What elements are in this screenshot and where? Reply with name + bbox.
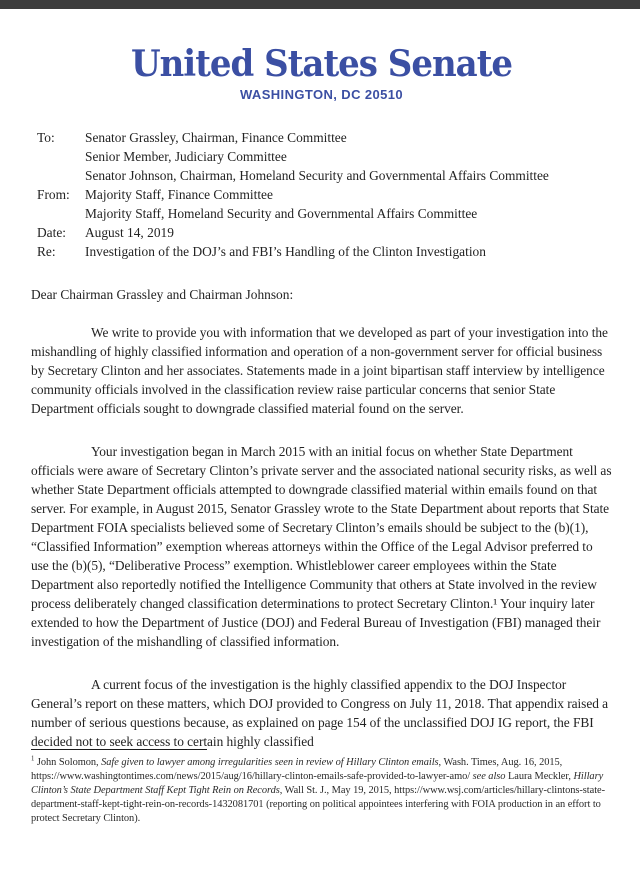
paragraph-3: A current focus of the investigation is the highly classified appendix to the DOJ Inspector General’s report on these matters, which DOJ provided to Congress on July 11, 2018. That appendix raised a number of serious questions because, as explained on page 154 of the unclassified DOJ IG report, the FBI decided not to seek access to certain highly classified	[31, 676, 609, 749]
footnote-marker: 1	[31, 755, 35, 763]
letterhead-address: WASHINGTON, DC 20510	[239, 86, 404, 102]
footnote-segment: John Solomon,	[34, 757, 102, 768]
letter-body	[0, 9, 640, 751]
memo-value-to	[85, 128, 612, 185]
memo-field-from	[37, 185, 612, 223]
footnote-segment: , Wall St. J., May 19, 2015, https://www.wsj.com/articles/hillary-clintons-state-department-staff-kept-tight-rein-on-records-1432081701 (reporting on political appointees interfering with FOIA production in an effort to protect Secretary Clinton).	[31, 785, 605, 824]
memo-value-date	[85, 223, 612, 242]
footnote-separator-rule	[31, 749, 207, 750]
memo-value-from	[85, 185, 612, 223]
memo-line: Investigation of the DOJ’s and FBI’s Handling of the Clinton Investigation	[85, 243, 486, 259]
footnote-text	[31, 756, 609, 826]
memo-line: Majority Staff, Finance Committee	[85, 186, 273, 202]
memo-field-to	[37, 128, 612, 185]
memo-field-date	[37, 223, 612, 242]
memo-line: Senator Johnson, Chairman, Homeland Security and Governmental Affairs Committee	[85, 167, 549, 183]
letter-paragraphs	[31, 323, 612, 751]
memo-label-date: Date:	[37, 224, 66, 240]
footnote-segment: , Wash. Times, Aug. 16, 2015, https://www.washingtontimes.com/news/2015/aug/16/hillary-clinton-emails-safe-provided-to-lawyer-amo/	[31, 757, 563, 782]
letterhead	[31, 42, 612, 102]
salutation: Dear Chairman Grassley and Chairman Johnson:	[31, 286, 294, 302]
footnote-segment: Laura Meckler,	[505, 771, 574, 782]
footnote-segment: Safe given to lawyer among irregularities seen in review of Hillary Clinton emails	[101, 757, 439, 768]
memo-value-re	[85, 242, 612, 261]
paragraph-2: Your investigation began in March 2015 with an initial focus on whether State Department officials were aware of Secretary Clinton’s private server and the associated national security risks, as well as whether State Department officials attempted to downgrade classified material within emails found on that server. For example, in August 2015, Senator Grassley wrote to the State Department about reports that State Department FOIA specialists believed some of Secretary Clinton’s emails should be subject to the (b)(1), “Classified Information” exemption whereas attorneys within the Office of the Legal Advisor preferred to use the (b)(5), “Deliberative Process” exemption. Whistleblower career employees within the State Department also reportedly notified the Intelligence Community that others at State involved in the review process deliberately changed classification determinations to protect Secretary Clinton.¹ Your inquiry later extended to how the Department of Justice (DOJ) and Federal Bureau of Investigation (FBI) managed their investigation of the mishandling of classified information.	[31, 443, 612, 649]
footnote-segment: see also	[472, 771, 506, 782]
senate-letterhead-title: United States Senate	[130, 42, 513, 86]
memo-line: Senator Grassley, Chairman, Finance Committee	[85, 129, 347, 145]
memo-line: Majority Staff, Homeland Security and Governmental Affairs Committee	[85, 205, 478, 221]
scan-top-edge	[0, 0, 640, 9]
memo-line: Senior Member, Judiciary Committee	[85, 148, 287, 164]
memo-label-from: From:	[37, 186, 70, 202]
memo-label-to: To:	[37, 129, 55, 145]
paragraph-1: We write to provide you with information that we developed as part of your investigation into the mishandling of highly classified information and operation of a non-government server for official business by Secretary Clinton and her associates. Statements made in a joint bipartisan staff interview by intelligence community officials involved in the classification review raise particular concerns that senior State Department officials sought to downgrade classified material found on the server.	[31, 324, 608, 416]
memo-header	[31, 128, 612, 261]
footnote	[31, 749, 609, 826]
footnote-segment: Hillary Clinton’s State Department Staff Kept Tight Rein on Records	[31, 771, 604, 796]
memo-label-re: Re:	[37, 243, 56, 259]
memo-field-re	[37, 242, 612, 261]
memo-line: August 14, 2019	[85, 224, 174, 240]
